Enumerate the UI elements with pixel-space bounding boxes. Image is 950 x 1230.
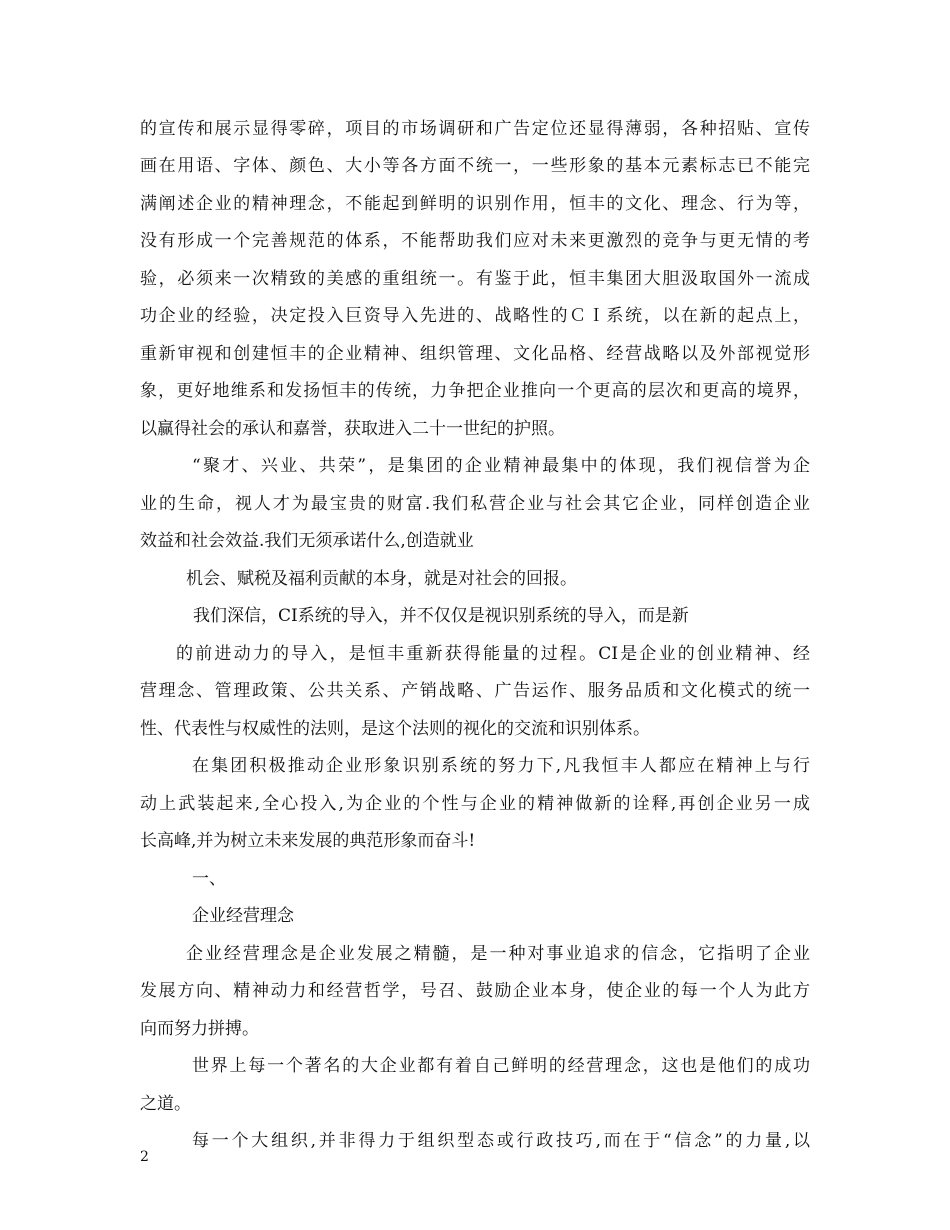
text-line: 在集团积极推动企业形象识别系统的努力下,凡我恒丰人都应在精神上与行 bbox=[192, 756, 810, 776]
text-line: 的前进动力的导入，是恒丰重新获得能量的过程。CI是企业的创业精神、经 bbox=[176, 644, 810, 664]
page-number: 2 bbox=[140, 1149, 149, 1165]
text-line: 长高峰,并为树立未来发展的典范形象而奋斗! bbox=[140, 831, 476, 851]
text-line: 每一个大组织,并非得力于组织型态或行政技巧,而在于“信念”的力量,以 bbox=[192, 1131, 810, 1151]
text-line: 效益和社会效益.我们无须承诺什么,创造就业 bbox=[140, 531, 474, 551]
text-line: 象，更好地维系和发扬恒丰的传统，力争把企业推向一个更高的层次和更高的境界， bbox=[140, 381, 810, 401]
text-line: 发展方向、精神动力和经营哲学，号召、鼓励企业本身，使企业的每一个人为此方 bbox=[140, 981, 810, 1001]
text-line: 我们深信，CI系统的导入，并不仅仅是视识别系统的导入，而是新 bbox=[193, 606, 689, 626]
text-line: “聚才、兴业、共荣”，是集团的企业精神最集中的体现，我们视信誉为企 bbox=[192, 456, 810, 476]
text-line: 营理念、管理政策、公共关系、产销战略、广告运作、服务品质和文化模式的统一 bbox=[140, 681, 810, 701]
text-line: 向而努力拼搏。 bbox=[140, 1019, 259, 1039]
text-line: 的宣传和展示显得零碎，项目的市场调研和广告定位还显得薄弱，各种招贴、宣传 bbox=[140, 119, 810, 139]
text-line: 以赢得社会的承认和嘉誉，获取进入二十一世纪的护照。 bbox=[140, 419, 565, 439]
text-line: 满阐述企业的精神理念，不能起到鲜明的识别作用，恒丰的文化、理念、行为等， bbox=[140, 194, 810, 214]
text-line: 机会、赋税及福利贡献的本身，就是对社会的回报。 bbox=[186, 569, 577, 589]
text-line: 没有形成一个完善规范的体系，不能帮助我们应对未来更激烈的竞争与更无情的考 bbox=[140, 231, 810, 251]
section-title: 企业经营理念 bbox=[192, 906, 294, 926]
text-line: 性、代表性与权威性的法则，是这个法则的视化的交流和识别体系。 bbox=[140, 719, 650, 739]
text-line: 功企业的经验，决定投入巨资导入先进的、战略性的ＣＩ系统，以在新的起点上， bbox=[140, 306, 810, 326]
text-line: 画在用语、字体、颜色、大小等各方面不统一，一些形象的基本元素标志已不能完 bbox=[140, 156, 810, 176]
text-line: 企业经营理念是企业发展之精髓，是一种对事业追求的信念，它指明了企业 bbox=[186, 944, 810, 964]
text-line: 动上武装起来,全心投入,为企业的个性与企业的精神做新的诠释,再创企业另一成 bbox=[140, 794, 810, 814]
text-line: 业的生命，视人才为最宝贵的财富.我们私营企业与社会其它企业，同样创造企业 bbox=[140, 494, 810, 514]
section-number: 一、 bbox=[192, 869, 226, 889]
text-line: 验，必须来一次精致的美感的重组统一。有鉴于此，恒丰集团大胆汲取国外一流成 bbox=[140, 269, 810, 289]
text-line: 重新审视和创建恒丰的企业精神、组织管理、文化品格、经营战略以及外部视觉形 bbox=[140, 344, 810, 364]
text-line: 世界上每一个著名的大企业都有着自己鲜明的经营理念，这也是他们的成功 bbox=[192, 1056, 810, 1076]
text-line: 之道。 bbox=[140, 1094, 191, 1114]
